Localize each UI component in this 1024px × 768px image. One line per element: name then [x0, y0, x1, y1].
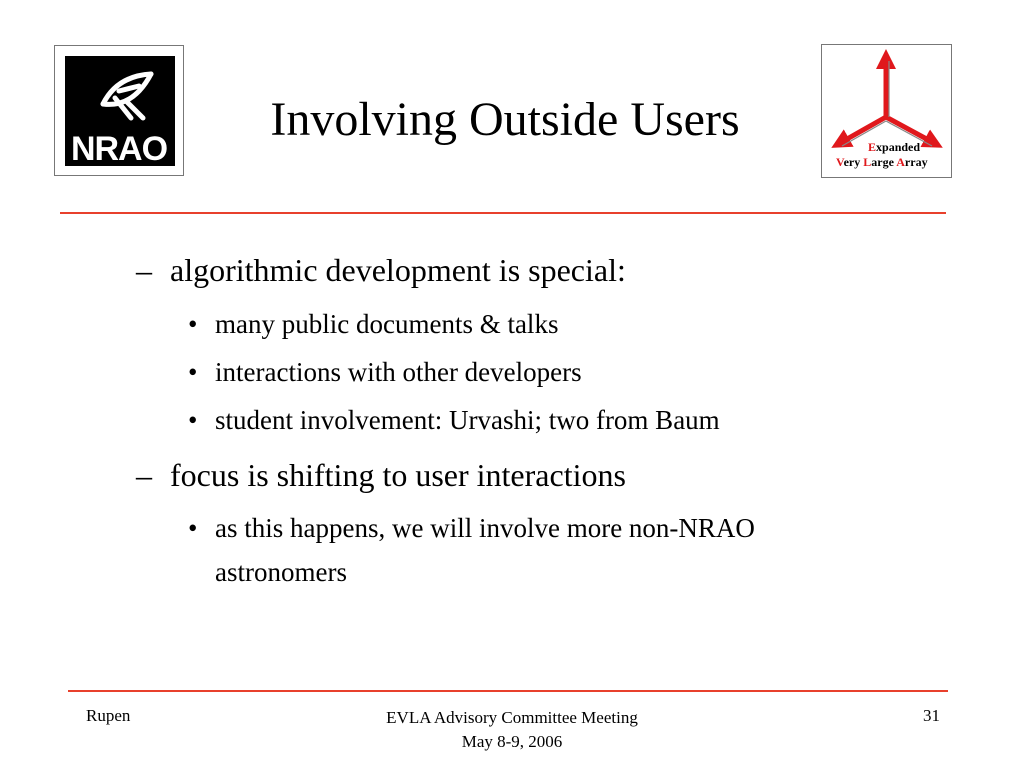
footer-event	[312, 706, 712, 754]
level1-item	[136, 455, 626, 495]
bullet-marker: •	[188, 513, 198, 543]
level1-text: focus is shifting to user interactions	[170, 457, 626, 493]
bullet-item	[188, 302, 908, 346]
footer-author: Rupen	[86, 706, 131, 725]
evla-logo	[821, 44, 952, 178]
footer-event-name: EVLA Advisory Committee Meeting	[386, 708, 638, 727]
nrao-logo-graphic	[55, 46, 183, 175]
evla-text-line1: Expanded	[868, 140, 921, 154]
bullet-item	[188, 506, 888, 594]
bullet-marker: •	[188, 309, 198, 339]
bullet-text: as this happens, we will involve more non-NRAO astronomers	[215, 513, 755, 587]
slide-title: Involving Outside Users	[270, 93, 740, 146]
bullet-item	[188, 398, 908, 442]
evla-text-line2: Very Large Array	[836, 155, 928, 169]
footer-divider	[68, 690, 948, 692]
footer-event-date: May 8-9, 2006	[461, 732, 563, 751]
bullet-marker: •	[188, 357, 198, 387]
bullet-marker: •	[188, 405, 198, 435]
bullet-text: many public documents & talks	[215, 309, 559, 339]
title-divider	[60, 212, 946, 214]
page-number: 31	[923, 706, 940, 725]
nrao-logo	[54, 45, 184, 176]
level1-text: algorithmic development is special:	[170, 252, 626, 288]
bullet-text: student involvement: Urvashi; two from Baum	[215, 405, 720, 435]
dash-marker: –	[136, 457, 152, 493]
bullet-text: interactions with other developers	[215, 357, 582, 387]
nrao-wordmark: NRAO	[70, 130, 168, 168]
level1-item	[136, 250, 626, 290]
evla-logo-graphic	[822, 45, 951, 177]
dash-marker: –	[136, 252, 152, 288]
bullet-item	[188, 350, 908, 394]
